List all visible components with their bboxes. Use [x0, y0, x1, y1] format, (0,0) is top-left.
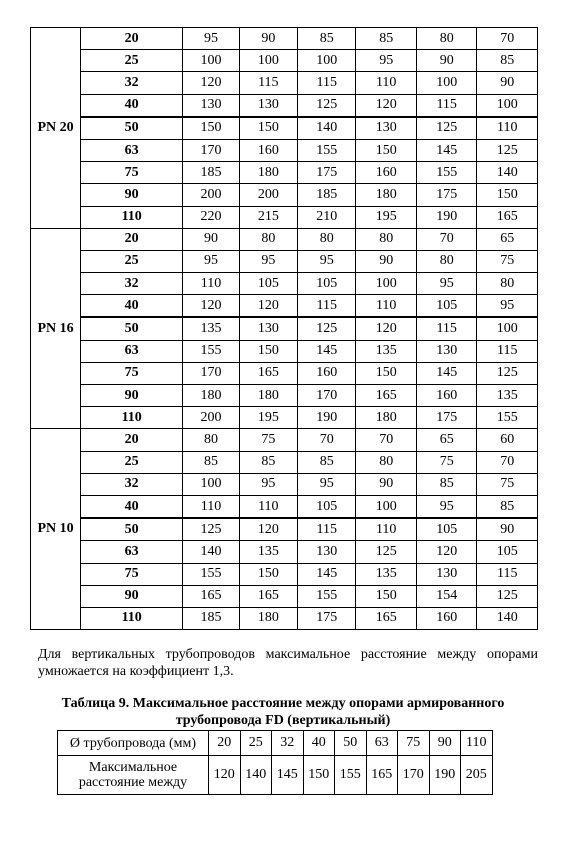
- table-row: [31, 94, 538, 117]
- diameter-cell: 40: [81, 295, 183, 318]
- distance-cell: 155: [477, 407, 538, 429]
- distance-cell: 70: [477, 28, 538, 50]
- distance-cell: 135: [356, 563, 417, 585]
- distance-cell: 75: [416, 451, 477, 473]
- table9-diameter-cell: 90: [429, 731, 461, 756]
- distance-cell: 110: [356, 295, 417, 318]
- diameter-cell: 32: [81, 473, 183, 495]
- distance-cell: 95: [239, 473, 297, 495]
- table9: [57, 730, 493, 795]
- distance-cell: 175: [416, 407, 477, 429]
- distance-cell: 200: [239, 184, 297, 206]
- distance-cell: 95: [416, 273, 477, 295]
- distance-cell: 150: [356, 362, 417, 384]
- diameter-cell: 25: [81, 250, 183, 272]
- distance-cell: 85: [298, 28, 356, 50]
- distance-cell: 105: [416, 518, 477, 541]
- distance-cell: 130: [416, 563, 477, 585]
- distance-cell: 120: [239, 295, 297, 318]
- table9-distance-cell: 205: [461, 756, 493, 795]
- diameter-cell: 32: [81, 273, 183, 295]
- table9-diameter-cell: 32: [272, 731, 304, 756]
- distance-cell: 155: [183, 563, 239, 585]
- table-row: [31, 407, 538, 429]
- distance-cell: 200: [183, 407, 239, 429]
- table-row: [31, 607, 538, 629]
- table9-caption: Таблица 9. Максимальное расстояние между опорами армированного трубопровода FD (вертикальный): [61, 696, 505, 728]
- distance-cell: 70: [477, 451, 538, 473]
- distance-cell: 65: [416, 429, 477, 451]
- distance-cell: 115: [239, 72, 297, 94]
- table9-diameter-cell: 63: [366, 731, 398, 756]
- distance-cell: 150: [356, 139, 417, 161]
- distance-cell: 170: [298, 385, 356, 407]
- distance-cell: 155: [298, 585, 356, 607]
- distance-cell: 85: [416, 473, 477, 495]
- distance-cell: 85: [477, 495, 538, 518]
- distance-cell: 90: [239, 28, 297, 50]
- distance-cell: 180: [356, 407, 417, 429]
- distance-cell: 145: [416, 362, 477, 384]
- distance-cell: 125: [183, 518, 239, 541]
- diameter-cell: 90: [81, 184, 183, 206]
- distance-cell: 85: [183, 451, 239, 473]
- table-row: [31, 50, 538, 72]
- distance-cell: 180: [239, 385, 297, 407]
- distance-cell: 90: [356, 473, 417, 495]
- table-row: [31, 295, 538, 318]
- diameter-cell: 32: [81, 72, 183, 94]
- diameter-cell: 40: [81, 94, 183, 117]
- distance-cell: 105: [298, 495, 356, 518]
- distance-cell: 100: [183, 50, 239, 72]
- table-row: [31, 362, 538, 384]
- distance-cell: 155: [298, 139, 356, 161]
- distance-cell: 115: [416, 94, 477, 117]
- distance-cell: 100: [298, 50, 356, 72]
- distance-cell: 85: [356, 28, 417, 50]
- diameter-cell: 90: [81, 385, 183, 407]
- diameter-cell: 75: [81, 563, 183, 585]
- table-row: [31, 206, 538, 228]
- table-row: [31, 72, 538, 94]
- table-row: [31, 139, 538, 161]
- distance-cell: 95: [298, 473, 356, 495]
- distance-cell: 80: [477, 273, 538, 295]
- table-row: [31, 541, 538, 563]
- diameter-cell: 75: [81, 162, 183, 184]
- distance-cell: 75: [477, 250, 538, 272]
- table9-diameter-row: [58, 731, 493, 756]
- distance-cell: 160: [239, 139, 297, 161]
- distance-cell: 145: [298, 340, 356, 362]
- table-row: [31, 473, 538, 495]
- table9-distance-row: [58, 756, 493, 795]
- table-row: [31, 563, 538, 585]
- distance-cell: 100: [477, 317, 538, 340]
- distance-cell: 150: [183, 117, 239, 140]
- distance-cell: 65: [477, 228, 538, 250]
- table-row: [31, 585, 538, 607]
- distance-cell: 120: [183, 295, 239, 318]
- distance-cell: 110: [183, 273, 239, 295]
- table-row: [31, 250, 538, 272]
- diameter-cell: 50: [81, 117, 183, 140]
- distance-cell: 120: [356, 317, 417, 340]
- table-row: [31, 28, 538, 50]
- distance-cell: 125: [416, 117, 477, 140]
- distance-cell: 115: [298, 295, 356, 318]
- pressure-class-label: PN 10: [31, 429, 81, 630]
- distance-cell: 105: [298, 273, 356, 295]
- distance-cell: 130: [416, 340, 477, 362]
- distance-cell: 155: [416, 162, 477, 184]
- distance-cell: 175: [298, 607, 356, 629]
- distance-cell: 170: [183, 362, 239, 384]
- diameter-cell: 90: [81, 585, 183, 607]
- support-distance-table: [30, 27, 538, 630]
- table9-diameter-header: Ø трубопровода (мм): [58, 731, 209, 756]
- table-row: [31, 340, 538, 362]
- distance-cell: 95: [239, 250, 297, 272]
- distance-cell: 125: [477, 362, 538, 384]
- table9-diameter-cell: 110: [461, 731, 493, 756]
- distance-cell: 105: [477, 541, 538, 563]
- distance-cell: 180: [183, 385, 239, 407]
- table9-distance-header: Максимальное расстояние между: [58, 756, 209, 795]
- distance-cell: 154: [416, 585, 477, 607]
- distance-cell: 130: [239, 317, 297, 340]
- diameter-cell: 40: [81, 495, 183, 518]
- table9-distance-cell: 190: [429, 756, 461, 795]
- distance-cell: 100: [356, 273, 417, 295]
- table9-diameter-cell: 75: [398, 731, 430, 756]
- table9-diameter-cell: 40: [303, 731, 335, 756]
- distance-cell: 150: [239, 340, 297, 362]
- distance-cell: 145: [298, 563, 356, 585]
- distance-cell: 195: [356, 206, 417, 228]
- table-row: [31, 184, 538, 206]
- table-row: [31, 495, 538, 518]
- diameter-cell: 20: [81, 28, 183, 50]
- distance-cell: 150: [477, 184, 538, 206]
- distance-cell: 200: [183, 184, 239, 206]
- distance-cell: 150: [356, 585, 417, 607]
- distance-cell: 165: [477, 206, 538, 228]
- distance-cell: 125: [477, 585, 538, 607]
- table-row: [31, 162, 538, 184]
- distance-cell: 135: [183, 317, 239, 340]
- distance-cell: 140: [183, 541, 239, 563]
- distance-cell: 70: [356, 429, 417, 451]
- distance-cell: 130: [356, 117, 417, 140]
- distance-cell: 195: [239, 407, 297, 429]
- table9-distance-cell: 120: [209, 756, 241, 795]
- distance-cell: 150: [239, 563, 297, 585]
- distance-cell: 70: [416, 228, 477, 250]
- distance-cell: 80: [356, 228, 417, 250]
- distance-cell: 175: [298, 162, 356, 184]
- distance-cell: 90: [416, 50, 477, 72]
- distance-cell: 125: [298, 317, 356, 340]
- pressure-class-label: PN 16: [31, 228, 81, 429]
- distance-cell: 110: [239, 495, 297, 518]
- distance-cell: 75: [477, 473, 538, 495]
- distance-cell: 160: [298, 362, 356, 384]
- distance-cell: 80: [416, 28, 477, 50]
- distance-cell: 100: [477, 94, 538, 117]
- table9-distance-cell: 140: [240, 756, 272, 795]
- distance-cell: 95: [183, 250, 239, 272]
- distance-cell: 140: [298, 117, 356, 140]
- table9-distance-cell: 165: [366, 756, 398, 795]
- distance-cell: 90: [477, 518, 538, 541]
- distance-cell: 155: [183, 340, 239, 362]
- distance-cell: 185: [298, 184, 356, 206]
- distance-cell: 130: [239, 94, 297, 117]
- table-row: [31, 117, 538, 140]
- distance-cell: 175: [416, 184, 477, 206]
- diameter-cell: 63: [81, 139, 183, 161]
- diameter-cell: 63: [81, 340, 183, 362]
- distance-cell: 85: [298, 451, 356, 473]
- distance-cell: 140: [477, 162, 538, 184]
- distance-cell: 120: [416, 541, 477, 563]
- distance-cell: 95: [298, 250, 356, 272]
- distance-cell: 210: [298, 206, 356, 228]
- distance-cell: 100: [239, 50, 297, 72]
- distance-cell: 85: [239, 451, 297, 473]
- distance-cell: 190: [416, 206, 477, 228]
- diameter-cell: 20: [81, 228, 183, 250]
- distance-cell: 130: [298, 541, 356, 563]
- distance-cell: 90: [477, 72, 538, 94]
- distance-cell: 80: [416, 250, 477, 272]
- table9-distance-cell: 155: [335, 756, 367, 795]
- distance-cell: 180: [239, 607, 297, 629]
- table-row: [31, 317, 538, 340]
- distance-cell: 180: [356, 184, 417, 206]
- diameter-cell: 50: [81, 317, 183, 340]
- distance-cell: 95: [416, 495, 477, 518]
- distance-cell: 165: [239, 362, 297, 384]
- distance-cell: 135: [477, 385, 538, 407]
- distance-cell: 90: [356, 250, 417, 272]
- table9-distance-cell: 150: [303, 756, 335, 795]
- distance-cell: 115: [477, 340, 538, 362]
- distance-cell: 140: [477, 607, 538, 629]
- distance-cell: 100: [356, 495, 417, 518]
- distance-cell: 95: [477, 295, 538, 318]
- distance-cell: 110: [183, 495, 239, 518]
- distance-cell: 110: [356, 72, 417, 94]
- diameter-cell: 50: [81, 518, 183, 541]
- table-row: [31, 451, 538, 473]
- pressure-class-label: PN 20: [31, 28, 81, 229]
- table-row: [31, 385, 538, 407]
- distance-cell: 135: [356, 340, 417, 362]
- diameter-cell: 25: [81, 451, 183, 473]
- distance-cell: 75: [239, 429, 297, 451]
- distance-cell: 165: [356, 607, 417, 629]
- table-row: [31, 273, 538, 295]
- distance-cell: 125: [477, 139, 538, 161]
- distance-cell: 160: [416, 607, 477, 629]
- distance-cell: 220: [183, 206, 239, 228]
- table9-distance-cell: 145: [272, 756, 304, 795]
- distance-cell: 160: [416, 385, 477, 407]
- distance-cell: 80: [183, 429, 239, 451]
- distance-cell: 80: [239, 228, 297, 250]
- distance-cell: 130: [183, 94, 239, 117]
- distance-cell: 215: [239, 206, 297, 228]
- distance-cell: 105: [239, 273, 297, 295]
- distance-cell: 100: [416, 72, 477, 94]
- distance-cell: 120: [183, 72, 239, 94]
- diameter-cell: 110: [81, 407, 183, 429]
- distance-cell: 70: [298, 429, 356, 451]
- table-row: [31, 429, 538, 451]
- distance-cell: 125: [356, 541, 417, 563]
- distance-cell: 120: [239, 518, 297, 541]
- distance-cell: 190: [298, 407, 356, 429]
- distance-cell: 180: [239, 162, 297, 184]
- diameter-cell: 63: [81, 541, 183, 563]
- distance-cell: 110: [477, 117, 538, 140]
- diameter-cell: 110: [81, 206, 183, 228]
- distance-cell: 165: [356, 385, 417, 407]
- table9-distance-cell: 170: [398, 756, 430, 795]
- distance-cell: 80: [298, 228, 356, 250]
- distance-cell: 115: [477, 563, 538, 585]
- distance-cell: 90: [183, 228, 239, 250]
- distance-cell: 120: [356, 94, 417, 117]
- distance-cell: 100: [183, 473, 239, 495]
- distance-cell: 60: [477, 429, 538, 451]
- table9-diameter-cell: 20: [209, 731, 241, 756]
- diameter-cell: 20: [81, 429, 183, 451]
- distance-cell: 115: [298, 72, 356, 94]
- distance-cell: 145: [416, 139, 477, 161]
- diameter-cell: 25: [81, 50, 183, 72]
- distance-cell: 105: [416, 295, 477, 318]
- table9-diameter-cell: 50: [335, 731, 367, 756]
- distance-cell: 150: [239, 117, 297, 140]
- distance-cell: 185: [183, 607, 239, 629]
- distance-cell: 135: [239, 541, 297, 563]
- diameter-cell: 75: [81, 362, 183, 384]
- distance-cell: 115: [298, 518, 356, 541]
- diameter-cell: 110: [81, 607, 183, 629]
- distance-cell: 165: [183, 585, 239, 607]
- distance-cell: 125: [298, 94, 356, 117]
- table-row: [31, 518, 538, 541]
- distance-cell: 165: [239, 585, 297, 607]
- distance-cell: 95: [356, 50, 417, 72]
- vertical-pipeline-note: Для вертикальных трубопроводов максимальное расстояние между опорами умножается на коэффициент 1,3.: [38, 647, 538, 679]
- distance-cell: 110: [356, 518, 417, 541]
- distance-cell: 185: [183, 162, 239, 184]
- distance-cell: 160: [356, 162, 417, 184]
- table-row: [31, 228, 538, 250]
- distance-cell: 115: [416, 317, 477, 340]
- distance-cell: 85: [477, 50, 538, 72]
- table9-diameter-cell: 25: [240, 731, 272, 756]
- distance-cell: 80: [356, 451, 417, 473]
- distance-cell: 170: [183, 139, 239, 161]
- distance-cell: 95: [183, 28, 239, 50]
